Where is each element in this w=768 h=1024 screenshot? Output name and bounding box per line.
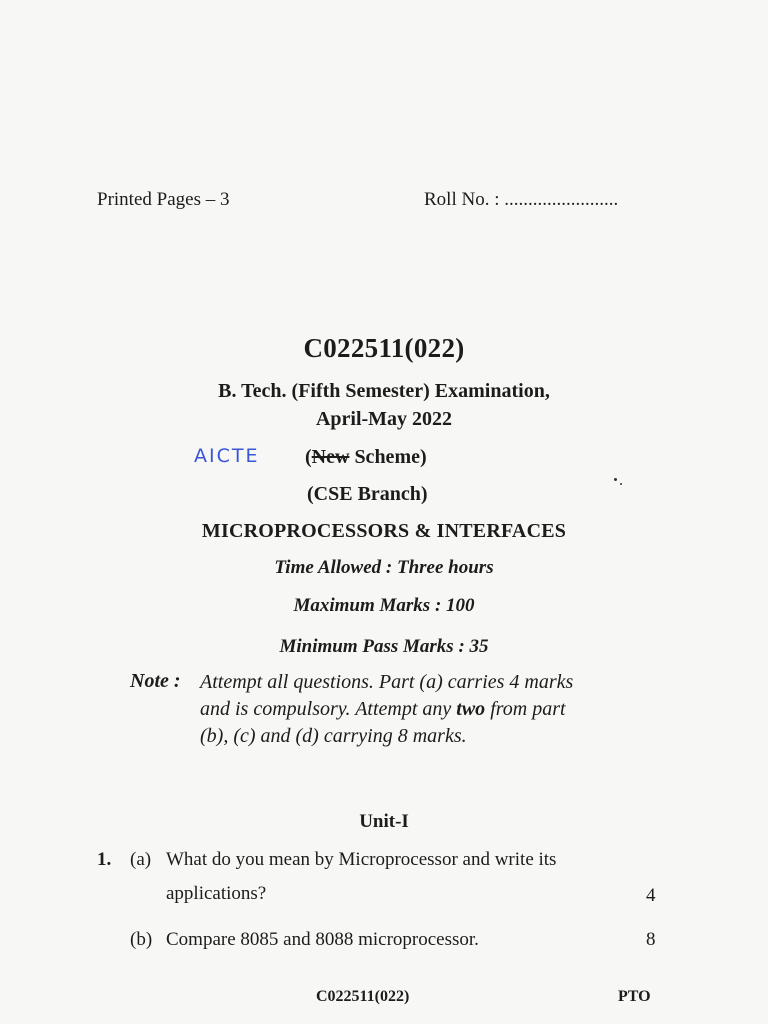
scheme-label: (New Scheme): [305, 446, 427, 468]
part-b-marks: 8: [646, 929, 656, 950]
part-a-marks: 4: [646, 885, 656, 906]
printed-pages: Printed Pages – 3: [97, 189, 230, 210]
part-a-text-line-2: applications?: [166, 883, 267, 904]
ink-speck: [620, 483, 622, 485]
question-number: 1.: [97, 849, 112, 870]
note-line-2: and is compulsory. Attempt any two from part: [200, 698, 566, 720]
struck-word: New: [311, 446, 350, 468]
part-a-label: (a): [130, 849, 152, 870]
subject-title: MICROPROCESSORS & INTERFACES: [201, 520, 567, 542]
time-allowed: Time Allowed : Three hours: [274, 557, 494, 578]
footer-pto: PTO: [618, 988, 651, 1005]
note-label: Note :: [130, 670, 181, 692]
minimum-pass-marks: Minimum Pass Marks : 35: [279, 636, 489, 657]
part-b-label: (b): [130, 929, 153, 950]
note-line-3: (b), (c) and (d) carrying 8 marks.: [200, 725, 467, 747]
paper-code: C022511(022): [303, 333, 465, 363]
unit-heading: Unit-I: [359, 811, 409, 832]
part-b-text: Compare 8085 and 8088 microprocessor.: [166, 929, 479, 950]
exam-session: April-May 2022: [315, 408, 453, 430]
ink-speck: [614, 478, 617, 481]
note-line-1: Attempt all questions. Part (a) carries 4 marks: [200, 671, 574, 693]
roll-number-field: Roll No. : ........................: [424, 189, 619, 210]
branch-label: (CSE Branch): [307, 483, 428, 505]
handwritten-aicte: AICTE: [194, 445, 260, 467]
exam-title: B. Tech. (Fifth Semester) Examination,: [218, 380, 550, 402]
part-a-text-line-1: What do you mean by Microprocessor and write its: [166, 849, 557, 870]
footer-paper-code: C022511(022): [316, 988, 410, 1005]
maximum-marks: Maximum Marks : 100: [293, 595, 475, 616]
